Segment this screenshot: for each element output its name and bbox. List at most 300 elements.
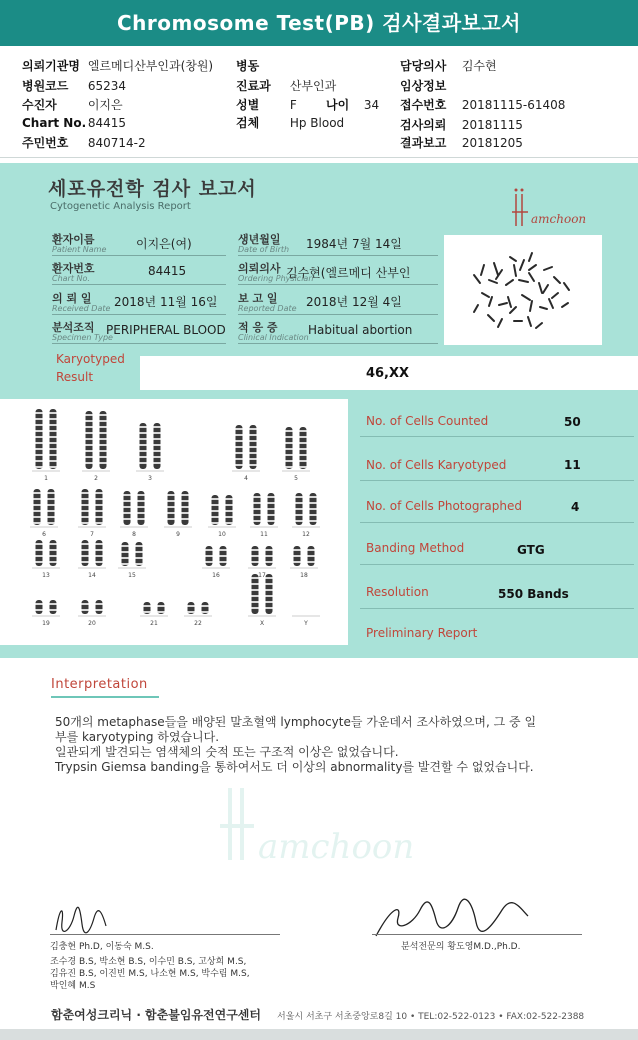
received-value: 2018년 11월 16일 xyxy=(114,295,218,309)
chromosome-band xyxy=(136,557,143,559)
chromosome-band xyxy=(252,601,259,603)
karyotype-label-line2: Result xyxy=(56,370,94,384)
chromosome-band xyxy=(154,438,161,440)
chromosome-band xyxy=(96,492,103,494)
chromosome-band xyxy=(308,561,315,563)
chromosome-band xyxy=(50,436,57,438)
chromosome-band xyxy=(96,549,103,551)
chromosome-band xyxy=(124,512,131,514)
hospital-code-label: 병원코드 xyxy=(22,79,69,93)
banding-method-label: Banding Method xyxy=(366,541,465,555)
dept-label: 진료과 xyxy=(236,79,271,93)
cells-counted-value: 50 xyxy=(564,415,581,429)
chromosome-band xyxy=(124,518,131,520)
chromosome-band xyxy=(286,448,293,450)
chromosome-band xyxy=(252,577,259,579)
chromosome-band xyxy=(82,522,89,524)
chromosome-band xyxy=(252,589,259,591)
chromosome-label: 21 xyxy=(150,620,158,627)
chromosome-band xyxy=(158,605,165,607)
chromosome-band xyxy=(96,498,103,500)
chromosome-band xyxy=(50,466,57,468)
chromosome-band xyxy=(154,450,161,452)
chromosome-label: 16 xyxy=(212,572,220,579)
chromosome-band xyxy=(48,510,55,512)
chromosome-band xyxy=(48,516,55,518)
cells-photographed-label: No. of Cells Photographed xyxy=(366,499,522,513)
chromosome-band xyxy=(124,500,131,502)
chromosome-band xyxy=(86,462,93,464)
patient-name-value: 이지은(여) xyxy=(136,237,192,251)
chromosome-band xyxy=(154,456,161,458)
chromosome-band xyxy=(268,502,275,504)
chromosome-band xyxy=(236,458,243,460)
chromosome-band xyxy=(286,436,293,438)
chromosome-band xyxy=(50,454,57,456)
chromosome-band xyxy=(220,555,227,557)
chromosome-band xyxy=(50,543,57,545)
chromosome-band xyxy=(254,514,261,516)
chromosome-band xyxy=(36,466,43,468)
chromosome-band xyxy=(206,549,213,551)
preliminary-report-label: Preliminary Report xyxy=(366,626,478,640)
chromosome-band xyxy=(82,504,89,506)
signatories-line-1: 김충현 Ph.D, 이동숙 M.S. xyxy=(50,942,154,952)
signatories-line-4: 박인혜 M.S xyxy=(50,981,96,991)
reported-sublabel: Reported Date xyxy=(238,304,297,313)
ordering-sublabel: Ordering Physician xyxy=(238,274,314,283)
chromosome-band xyxy=(202,605,209,607)
chromosome-band xyxy=(296,514,303,516)
signature-right-icon xyxy=(372,896,532,942)
specimen-row xyxy=(236,114,344,131)
chromosome-band xyxy=(212,522,219,524)
chromosome-band xyxy=(254,508,261,510)
chromosome-band xyxy=(34,492,41,494)
indication-sublabel: Clinical Indication xyxy=(238,333,309,342)
chromosome-band xyxy=(268,514,275,516)
cells-karyotyped-label: No. of Cells Karyotyped xyxy=(366,458,507,472)
chromosome-band xyxy=(308,549,315,551)
chromosome-band xyxy=(96,510,103,512)
chromosome-band xyxy=(86,438,93,440)
chromosome-band xyxy=(36,603,43,605)
chromosome-band xyxy=(36,448,43,450)
chromosome-band xyxy=(182,506,189,508)
specimen-type-value: PERIPHERAL BLOOD xyxy=(106,323,226,337)
chromosome-band xyxy=(82,561,89,563)
row-underline xyxy=(238,343,438,344)
chromosome-band xyxy=(34,522,41,524)
chromosome-band xyxy=(250,440,257,442)
specimen-type-label: 분석조직 xyxy=(52,321,95,334)
chromosome-band xyxy=(254,496,261,498)
chromosome-band xyxy=(50,609,57,611)
chromosome-label: 17 xyxy=(258,572,266,579)
signatories-line-3: 김유진 B.S, 이진빈 M.S, 나소현 M.S, 박수림 M.S, xyxy=(50,969,250,979)
interpretation-line-4: Trypsin Giemsa banding을 통하여서도 더 이상의 abnormality를 발견할 수 없었습니다. xyxy=(55,760,534,774)
chromosome-band xyxy=(50,442,57,444)
chromosome-band xyxy=(296,502,303,504)
chromosome-band xyxy=(100,420,107,422)
chromosome-band xyxy=(36,555,43,557)
chromosome-band xyxy=(250,458,257,460)
chromosome-band xyxy=(310,514,317,516)
received-label: 의 뢰 일 xyxy=(52,292,92,305)
chromosome-band xyxy=(82,510,89,512)
page-title: Chromosome Test(PB) 검사결과보고서 xyxy=(0,0,638,46)
received-sublabel: Received Date xyxy=(52,304,111,313)
chromosome-band xyxy=(100,444,107,446)
chromosome-20-a xyxy=(82,600,89,614)
request-label: 검사의뢰 xyxy=(400,118,447,132)
chromosome-label: 4 xyxy=(244,475,248,482)
rrn-label: 주민번호 xyxy=(22,136,69,150)
resolution-label: Resolution xyxy=(366,585,429,599)
chromosome-band xyxy=(158,611,165,613)
chromosome-band xyxy=(168,512,175,514)
chromosome-band xyxy=(100,414,107,416)
chromosome-band xyxy=(124,506,131,508)
chromosome-band xyxy=(226,516,233,518)
chromosome-band xyxy=(212,504,219,506)
chromosome-band xyxy=(236,446,243,448)
chromosome-band xyxy=(300,466,307,468)
patient-value: 이지은 xyxy=(87,98,123,112)
chromosome-band xyxy=(86,426,93,428)
row-underline xyxy=(52,255,226,256)
chromosome-label: 14 xyxy=(88,572,96,579)
patient-row xyxy=(22,96,123,113)
chromosome-label: 8 xyxy=(132,531,136,538)
chromosome-band xyxy=(252,607,259,609)
chromosome-label: 11 xyxy=(260,531,268,538)
chromosome-band xyxy=(50,603,57,605)
karyotype-label-line1: Karyotyped xyxy=(56,352,125,366)
chromosome-band xyxy=(50,448,57,450)
chromosome-band xyxy=(138,500,145,502)
karyogram-image xyxy=(0,399,348,645)
hospital-code-value: 65234 xyxy=(87,79,127,93)
chromosome-band xyxy=(82,609,89,611)
receipt-label: 접수번호 xyxy=(400,98,447,112)
specimen-label: 검체 xyxy=(236,116,260,130)
chromosome-band xyxy=(310,508,317,510)
analyst-signature-text: 분석전문의 황도영M.D.,Ph.D. xyxy=(401,942,521,952)
chromosome-band xyxy=(96,522,103,524)
stat-divider xyxy=(360,436,634,437)
footer-bar xyxy=(0,1029,638,1040)
chromosome-band xyxy=(202,611,209,613)
signatories-line-2: 조수경 B.S, 박소현 B.S, 이수민 B.S, 고상희 M.S, xyxy=(50,957,247,967)
chromosome-band xyxy=(236,434,243,436)
dept-row xyxy=(236,77,336,94)
chromosome-band xyxy=(36,430,43,432)
logo-text: amchoon xyxy=(531,212,587,226)
chromosome-band xyxy=(50,555,57,557)
footer-address: 서울시 서초구 서초중앙로8길 10 • TEL:02-522-0123 • FAX:02-522-2388 xyxy=(277,1012,585,1022)
chromosome-band xyxy=(50,418,57,420)
report-date-value: 20181205 xyxy=(461,136,523,150)
chromosome-band xyxy=(100,450,107,452)
patient-name-sublabel: Patient Name xyxy=(52,245,107,254)
chromosome-19-b xyxy=(50,600,57,614)
chromosome-label: 5 xyxy=(294,475,298,482)
chromosome-band xyxy=(96,555,103,557)
chromosome-band xyxy=(36,442,43,444)
chromosome-band xyxy=(50,430,57,432)
chromosome-label: 9 xyxy=(176,531,180,538)
chromosome-band xyxy=(136,551,143,553)
chromosome-band xyxy=(138,518,145,520)
chromosome-band xyxy=(212,498,219,500)
chromosome-band xyxy=(34,504,41,506)
metaphase-chromosomes-icon xyxy=(444,235,602,345)
chromosome-band xyxy=(82,555,89,557)
hospital-row xyxy=(22,57,213,74)
chromosome-band xyxy=(138,506,145,508)
chromosome-band xyxy=(226,522,233,524)
chromosome-band xyxy=(252,595,259,597)
chromosome-label: 7 xyxy=(90,531,94,538)
chromosome-band xyxy=(86,414,93,416)
chromosome-band xyxy=(286,430,293,432)
chromosome-band xyxy=(86,420,93,422)
interpretation-title: Interpretation xyxy=(51,677,148,692)
patient-no-sublabel: Chart No. xyxy=(52,274,90,283)
clinical-row xyxy=(400,77,446,94)
chromosome-band xyxy=(268,508,275,510)
row-underline xyxy=(52,314,226,315)
chromosome-band xyxy=(296,508,303,510)
doctor-value: 김수현 xyxy=(461,59,497,73)
chromosome-band xyxy=(310,496,317,498)
report-date-label: 결과보고 xyxy=(400,136,447,150)
row-underline xyxy=(238,314,438,315)
chromosome-band xyxy=(100,438,107,440)
sex-value: F xyxy=(289,98,297,112)
chromosome-band xyxy=(268,520,275,522)
svg-text:amchoon: amchoon xyxy=(258,827,415,867)
chromosome-band xyxy=(220,561,227,563)
banding-method-value: GTG xyxy=(517,543,545,557)
signature-line-left xyxy=(50,934,280,935)
chromosome-band xyxy=(300,436,307,438)
chromosome-band xyxy=(250,446,257,448)
chromosome-band xyxy=(236,452,243,454)
chromosome-band xyxy=(82,516,89,518)
chromosome-band xyxy=(300,442,307,444)
chromosome-label: 3 xyxy=(148,475,152,482)
chromosome-band xyxy=(138,512,145,514)
report-subtitle: Cytogenetic Analysis Report xyxy=(50,201,191,212)
row-underline xyxy=(238,255,438,256)
resolution-value: 550 Bands xyxy=(498,587,569,601)
stat-divider xyxy=(360,564,634,565)
chromosome-band xyxy=(296,520,303,522)
header-divider xyxy=(0,157,638,158)
chromosome-band xyxy=(36,436,43,438)
chromosome-band xyxy=(144,611,151,613)
chromosome-band xyxy=(140,438,147,440)
chart-value: 84415 xyxy=(87,116,127,130)
footer-organization: 함춘여성크리닉 · 함춘불임유전연구센터 xyxy=(51,1008,261,1022)
chromosome-band xyxy=(236,464,243,466)
hamchoon-watermark-icon xyxy=(210,780,450,880)
chromosome-band xyxy=(188,605,195,607)
chromosome-band xyxy=(266,577,273,579)
chromosome-band xyxy=(48,522,55,524)
chromosome-band xyxy=(286,442,293,444)
age-row xyxy=(326,96,379,113)
chromosome-band xyxy=(34,498,41,500)
chromosome-band xyxy=(168,506,175,508)
hospital-code-row xyxy=(22,77,126,94)
chromosome-band xyxy=(122,563,129,565)
chromosome-band xyxy=(50,549,57,551)
chromosome-band xyxy=(48,492,55,494)
chromosome-band xyxy=(36,454,43,456)
row-underline xyxy=(52,284,226,285)
chromosome-band xyxy=(188,611,195,613)
chromosome-band xyxy=(50,412,57,414)
chromosome-band xyxy=(140,462,147,464)
chromosome-band xyxy=(250,434,257,436)
report-title: 세포유전학 검사 보고서 xyxy=(48,178,257,200)
chromosome-band xyxy=(266,555,273,557)
chromosome-label: 1 xyxy=(44,475,48,482)
chromosome-band xyxy=(250,428,257,430)
chromosome-band xyxy=(252,549,259,551)
row-underline xyxy=(52,343,226,344)
chromosome-band xyxy=(266,549,273,551)
interpretation-line-1: 50개의 metaphase들을 배양된 말초혈액 lymphocyte들 가운데서 조사하였으며, 그 중 일 xyxy=(55,715,537,729)
clinical-label: 임상정보 xyxy=(400,79,447,93)
chromosome-band xyxy=(182,518,189,520)
ordering-value: 김수현(엘르메디 산부인 xyxy=(286,266,411,280)
row-underline xyxy=(238,284,438,285)
chromosome-band xyxy=(220,549,227,551)
interpretation-line-3: 일관되게 발견되는 염색체의 숫적 또는 구조적 이상은 없었습니다. xyxy=(55,745,399,759)
chromosome-band xyxy=(182,494,189,496)
chromosome-band xyxy=(48,498,55,500)
chromosome-6-b xyxy=(48,489,55,525)
chromosome-band xyxy=(122,551,129,553)
chromosome-band xyxy=(226,510,233,512)
chromosome-band xyxy=(34,510,41,512)
chromosome-band xyxy=(212,516,219,518)
doctor-row xyxy=(400,57,497,74)
chromosome-band xyxy=(268,496,275,498)
chromosome-band xyxy=(36,543,43,545)
chromosome-band xyxy=(236,428,243,430)
chromosome-label: 18 xyxy=(300,572,308,579)
chromosome-band xyxy=(182,512,189,514)
karyogram-chromosomes-icon xyxy=(0,399,348,645)
chromosome-band xyxy=(100,426,107,428)
chromosome-band xyxy=(236,440,243,442)
rrn-row xyxy=(22,134,146,151)
chromosome-band xyxy=(250,452,257,454)
chromosome-6-a xyxy=(34,489,41,525)
chromosome-band xyxy=(82,549,89,551)
patient-no-label: 환자번호 xyxy=(52,262,95,275)
request-row xyxy=(400,116,523,133)
chromosome-band xyxy=(96,543,103,545)
chromosome-band xyxy=(252,583,259,585)
receipt-value: 20181115-61408 xyxy=(461,98,566,112)
stat-divider xyxy=(360,608,634,609)
chromosome-label: 12 xyxy=(302,531,310,538)
chromosome-label: 6 xyxy=(42,531,46,538)
metaphase-spread-image xyxy=(444,235,602,345)
chromosome-band xyxy=(310,502,317,504)
ward-label: 병동 xyxy=(236,59,260,73)
chromosome-band xyxy=(48,504,55,506)
chromosome-band xyxy=(300,430,307,432)
cells-photographed-value: 4 xyxy=(571,500,580,514)
chromosome-band xyxy=(96,516,103,518)
chromosome-band xyxy=(124,494,131,496)
chromosome-band xyxy=(100,462,107,464)
chromosome-19-a xyxy=(36,600,43,614)
stat-divider xyxy=(360,522,634,523)
chromosome-band xyxy=(182,500,189,502)
chromosome-band xyxy=(266,583,273,585)
chromosome-band xyxy=(36,424,43,426)
sex-row xyxy=(236,96,297,113)
chromosome-band xyxy=(136,545,143,547)
chromosome-band xyxy=(100,456,107,458)
cells-counted-label: No. of Cells Counted xyxy=(366,414,489,428)
ward-row xyxy=(236,57,259,74)
rrn-value: 840714-2 xyxy=(87,136,146,150)
chromosome-7-b xyxy=(96,489,103,525)
chromosome-band xyxy=(82,492,89,494)
chromosome-band xyxy=(254,520,261,522)
stat-divider xyxy=(360,480,634,481)
chromosome-band xyxy=(310,520,317,522)
chromosome-band xyxy=(144,605,151,607)
ordering-label: 의뢰의사 xyxy=(238,262,281,275)
chromosome-band xyxy=(86,450,93,452)
signature-line-right xyxy=(372,934,582,935)
chromosome-band xyxy=(36,549,43,551)
chromosome-band xyxy=(140,444,147,446)
chromosome-band xyxy=(140,426,147,428)
chromosome-band xyxy=(226,498,233,500)
chromosome-band xyxy=(96,561,103,563)
chromosome-band xyxy=(296,496,303,498)
chromosome-band xyxy=(154,432,161,434)
chromosome-band xyxy=(168,494,175,496)
chromosome-band xyxy=(86,456,93,458)
chromosome-band xyxy=(252,561,259,563)
age-label: 나이 xyxy=(326,98,350,112)
chromosome-band xyxy=(308,555,315,557)
chromosome-label: 10 xyxy=(218,531,226,538)
chart-row xyxy=(22,116,126,130)
chromosome-label: Y xyxy=(304,620,308,627)
chromosome-band xyxy=(168,500,175,502)
reported-value: 2018년 12월 4일 xyxy=(306,295,402,309)
chromosome-label: 13 xyxy=(42,572,50,579)
chromosome-band xyxy=(300,454,307,456)
chromosome-band xyxy=(154,426,161,428)
chromosome-label: 19 xyxy=(42,620,50,627)
chromosome-band xyxy=(138,494,145,496)
signature-left-icon xyxy=(50,902,110,936)
